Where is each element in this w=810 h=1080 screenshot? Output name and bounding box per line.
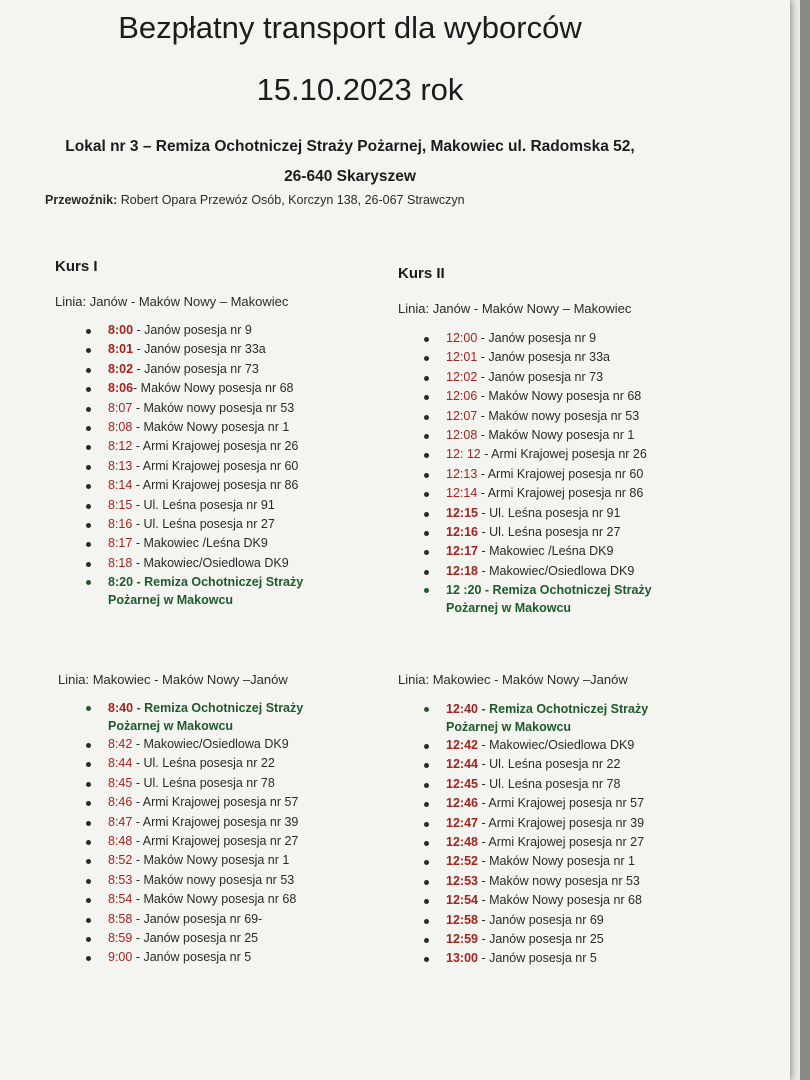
- bullet-icon: [424, 570, 429, 575]
- stop-time: 8:48: [108, 833, 133, 848]
- stop-item: [86, 774, 303, 793]
- bullet-icon: [86, 465, 91, 470]
- bullet-icon: [424, 860, 429, 865]
- stop-item-first-cont: [424, 718, 648, 736]
- stop-time: 12:58: [446, 912, 478, 927]
- stop-desc: - Janów posesja nr 25: [132, 930, 259, 945]
- bullet-icon: [86, 879, 91, 884]
- stop-time: 12:18: [446, 563, 478, 578]
- bullet-icon: [86, 387, 91, 392]
- stop-desc: - Maków Nowy posesja nr 68: [477, 389, 642, 404]
- stop-item-final-cont: [424, 599, 652, 617]
- stop-time: 8:52: [108, 853, 133, 868]
- stop-item: [86, 890, 303, 909]
- bullet-icon: [86, 484, 91, 489]
- stop-item: [424, 872, 648, 891]
- stop-time: 8:18: [108, 555, 133, 570]
- stop-desc: - Ul. Leśna posesja nr 91: [132, 497, 275, 512]
- stop-time: 9:00: [108, 950, 133, 965]
- stop-item: [424, 852, 648, 871]
- stop-item: [424, 368, 652, 387]
- bullet-icon: [424, 802, 429, 807]
- stop-item: [424, 736, 648, 755]
- carrier-label: Przewoźnik:: [45, 193, 118, 207]
- stop-desc: Pożarnej w Makowcu: [446, 601, 572, 616]
- stop-item: [86, 948, 303, 967]
- stop-item: [86, 813, 303, 832]
- stop-time: 8:46: [108, 795, 133, 810]
- stop-time: 8:47: [108, 814, 133, 829]
- kurs2-there-list: [424, 329, 652, 617]
- stop-desc: - Janów posesja nr 69-: [132, 911, 263, 926]
- stop-time: 12:42: [446, 738, 478, 752]
- stop-time: 8:14: [108, 478, 133, 493]
- bullet-icon: [86, 918, 91, 923]
- bullet-icon: [424, 395, 429, 400]
- kurs2-there-route: Linia: Janów - Maków Nowy – Makowiec: [398, 301, 632, 316]
- stop-desc: - Janów posesja nr 73: [133, 361, 259, 376]
- stop-desc: - Janów posesja nr 25: [477, 931, 604, 946]
- stop-desc: - Makowiec/Osiedlowa DK9: [132, 737, 289, 751]
- stop-time: 12 :20: [446, 583, 482, 598]
- stop-item: [86, 534, 303, 553]
- stop-time: 8:44: [108, 756, 133, 771]
- stop-item: [86, 793, 303, 812]
- stop-desc: - Remiza Ochotniczej Straży: [133, 575, 304, 590]
- stop-item: [424, 542, 652, 561]
- stop-item: [424, 407, 652, 426]
- stop-time: 8:06: [108, 381, 134, 396]
- stop-time: 8:00: [108, 323, 134, 337]
- stop-desc: - Janów posesja nr 33a: [133, 342, 266, 357]
- stop-time: 12:52: [446, 854, 478, 869]
- stop-desc: - Ul. Leśna posesja nr 27: [132, 516, 275, 531]
- bullet-icon: [424, 938, 429, 943]
- stop-time: 12:59: [446, 931, 478, 946]
- stop-time: 8:20: [108, 575, 134, 590]
- kurs1-there-route: Linia: Janów - Maków Nowy – Makowiec: [55, 294, 289, 309]
- stop-item-final: [86, 573, 303, 591]
- stop-time: 12:17: [446, 544, 478, 559]
- stop-desc: - Janów posesja nr 5: [477, 951, 597, 966]
- bullet-icon: [86, 580, 91, 585]
- bullet-icon: [86, 898, 91, 903]
- kurs1-back-route: Linia: Makowiec - Maków Nowy –Janów: [58, 672, 288, 687]
- stop-desc: - Maków Nowy posesja nr 1: [132, 853, 290, 868]
- bullet-icon: [424, 822, 429, 827]
- stop-desc: - Maków Nowy posesja nr 1: [132, 419, 290, 434]
- stop-time: 12:40: [446, 702, 478, 716]
- stop-item: [86, 379, 303, 398]
- stop-time: 12:06: [446, 389, 478, 404]
- stop-item: [86, 360, 303, 379]
- stop-time: 8:16: [108, 516, 133, 531]
- bullet-icon: [86, 542, 91, 547]
- stop-desc: - Remiza Ochotniczej Straży: [481, 583, 652, 598]
- stop-time: 8:45: [108, 775, 133, 790]
- bullet-icon: [86, 782, 91, 787]
- stop-item: [424, 426, 652, 445]
- stop-item: [424, 775, 648, 794]
- bullet-icon: [86, 523, 91, 528]
- stop-item: [86, 754, 303, 773]
- stop-time: 8:01: [108, 342, 134, 357]
- kurs1-back-list: [86, 699, 303, 968]
- stop-desc: - Janów posesja nr 9: [477, 331, 597, 345]
- stop-desc: - Ul. Leśna posesja nr 27: [477, 524, 621, 539]
- carrier-text: Robert Opara Przewóz Osób, Korczyn 138, 26-067 Strawczyn: [117, 193, 465, 207]
- stop-item: [86, 496, 303, 515]
- stop-time: 8:12: [108, 439, 133, 454]
- bullet-icon: [424, 531, 429, 536]
- stop-desc: - Remiza Ochotniczej Straży: [477, 702, 649, 716]
- stop-time: 8:54: [108, 892, 133, 907]
- stop-time: 12:01: [446, 350, 478, 365]
- stop-time: 12:47: [446, 815, 478, 830]
- stop-desc: - Ul. Leśna posesja nr 78: [477, 776, 621, 791]
- stop-desc: - Janów posesja nr 69: [477, 912, 604, 927]
- stop-item: [86, 871, 303, 890]
- stop-time: 8:07: [108, 400, 133, 415]
- stop-time: 12:45: [446, 776, 478, 791]
- stop-desc: - Armi Krajowej posesja nr 86: [132, 478, 299, 493]
- stop-time: 12:07: [446, 408, 478, 423]
- stop-item: [86, 832, 303, 851]
- stop-desc: - Ul. Leśna posesja nr 22: [477, 757, 621, 772]
- stop-time: 12:02: [446, 369, 478, 384]
- notice-title: Bezpłatny transport dla wyborców: [118, 10, 582, 45]
- bullet-icon: [424, 899, 429, 904]
- bullet-icon: [86, 706, 91, 711]
- stop-time: 8:40: [108, 701, 134, 715]
- stop-item-final-cont: [86, 591, 303, 609]
- stop-desc: - Maków nowy posesja nr 53: [477, 873, 640, 888]
- stop-time: 12:08: [446, 427, 478, 442]
- bullet-icon: [86, 329, 91, 334]
- stop-desc: - Armi Krajowej posesja nr 60: [477, 466, 644, 481]
- stop-time: 12:15: [446, 505, 478, 520]
- stop-time: 12:13: [446, 466, 478, 481]
- stop-time: 8:13: [108, 458, 133, 473]
- stop-desc: - Janów posesja nr 9: [133, 323, 252, 337]
- stop-desc: - Ul. Leśna posesja nr 78: [132, 775, 275, 790]
- kurs1-there-list: [86, 321, 303, 609]
- stop-item-first: [424, 700, 648, 718]
- stop-item: [424, 348, 652, 367]
- stop-desc: - Remiza Ochotniczej Straży: [133, 701, 304, 715]
- stop-desc: - Makowiec/Osiedlowa DK9: [477, 738, 635, 752]
- stop-time: 8:58: [108, 911, 133, 926]
- bullet-icon: [424, 376, 429, 381]
- kurs2-heading: Kurs II: [398, 265, 445, 282]
- stop-item: [424, 794, 648, 813]
- stop-time: 12:44: [446, 757, 478, 772]
- stop-time: 8:15: [108, 497, 133, 512]
- stop-desc: - Maków Nowy posesja nr 68: [132, 892, 297, 907]
- stop-item: [424, 484, 652, 503]
- stop-time: 12:00: [446, 331, 478, 345]
- stop-time: 13:00: [446, 951, 478, 966]
- stop-desc: - Maków Nowy posesja nr 1: [477, 854, 635, 869]
- bullet-icon: [86, 368, 91, 373]
- carrier-info: [45, 193, 465, 207]
- stop-time: 8:02: [108, 361, 134, 376]
- bullet-icon: [424, 783, 429, 788]
- stop-desc: - Armi Krajowej posesja nr 26: [132, 439, 299, 454]
- stop-desc: Pożarnej w Makowcu: [446, 720, 572, 734]
- stop-desc: - Makowiec /Leśna DK9: [477, 544, 614, 559]
- stop-desc: - Ul. Leśna posesja nr 22: [132, 756, 275, 771]
- stop-desc: - Maków nowy posesja nr 53: [132, 872, 295, 887]
- stop-item: [424, 755, 648, 774]
- stop-desc: - Janów posesja nr 33a: [477, 350, 610, 365]
- stop-desc: - Janów posesja nr 73: [477, 369, 604, 384]
- polling-station-line-1: Lokal nr 3 – Remiza Ochotniczej Straży Pożarnej, Makowiec ul. Radomska 52,: [65, 138, 635, 155]
- stop-desc: - Armi Krajowej posesja nr 57: [132, 795, 299, 810]
- stop-item: [424, 562, 652, 581]
- bullet-icon: [86, 562, 91, 567]
- stop-time: 8:59: [108, 930, 133, 945]
- stop-item: [424, 911, 648, 930]
- stop-desc: - Makowiec/Osiedlowa DK9: [477, 563, 635, 578]
- bullet-icon: [424, 337, 429, 342]
- bullet-icon: [86, 821, 91, 826]
- stop-time: 8:53: [108, 872, 133, 887]
- stop-time: 12: 12: [446, 447, 481, 462]
- bullet-icon: [86, 859, 91, 864]
- stop-item: [86, 476, 303, 495]
- stop-desc: - Maków Nowy posesja nr 1: [477, 427, 635, 442]
- bullet-icon: [424, 744, 429, 749]
- stop-desc: - Ul. Leśna posesja nr 91: [477, 505, 621, 520]
- bullet-icon: [86, 840, 91, 845]
- stop-desc: - Armi Krajowej posesja nr 57: [477, 796, 645, 811]
- stop-item-final: [424, 581, 652, 599]
- stop-desc: - Maków Nowy posesja nr 68: [133, 381, 294, 396]
- stop-desc: Pożarnej w Makowcu: [108, 719, 234, 733]
- stop-item: [424, 504, 652, 523]
- stop-time: 8:17: [108, 536, 133, 551]
- bullet-icon: [86, 407, 91, 412]
- notice-date: 15.10.2023 rok: [256, 72, 464, 107]
- stop-desc: - Armi Krajowej posesja nr 27: [132, 833, 299, 848]
- bullet-icon: [424, 841, 429, 846]
- kurs1-heading: Kurs I: [55, 258, 98, 275]
- stop-item: [86, 929, 303, 948]
- stop-desc: - Makowiec /Leśna DK9: [132, 536, 268, 551]
- bullet-icon: [424, 356, 429, 361]
- bullet-icon: [424, 512, 429, 517]
- bullet-icon: [424, 453, 429, 458]
- stop-item: [86, 735, 303, 754]
- stop-item-first-cont: [86, 717, 303, 735]
- stop-desc: - Armi Krajowej posesja nr 27: [477, 834, 645, 849]
- stop-time: 12:53: [446, 873, 478, 888]
- bullet-icon: [424, 763, 429, 768]
- stop-desc: - Janów posesja nr 5: [132, 950, 252, 965]
- stop-item: [424, 949, 648, 968]
- bullet-icon: [424, 880, 429, 885]
- bullet-icon: [424, 707, 429, 712]
- stop-desc: - Maków nowy posesja nr 53: [477, 408, 640, 423]
- stop-time: 8:42: [108, 737, 133, 751]
- bullet-icon: [86, 348, 91, 353]
- bullet-icon: [424, 434, 429, 439]
- stop-time: 8:08: [108, 419, 133, 434]
- stop-item: [86, 437, 303, 456]
- bullet-icon: [424, 957, 429, 962]
- kurs2-back-list: [424, 700, 648, 969]
- stop-desc: - Maków Nowy posesja nr 68: [477, 893, 642, 908]
- stop-time: 12:46: [446, 796, 478, 811]
- stop-item: [86, 399, 303, 418]
- stop-desc: - Armi Krajowej posesja nr 26: [480, 447, 647, 462]
- stop-desc: - Armi Krajowej posesja nr 39: [132, 814, 299, 829]
- stop-desc: - Makowiec/Osiedlowa DK9: [132, 555, 289, 570]
- bullet-icon: [424, 919, 429, 924]
- stop-item: [424, 930, 648, 949]
- bullet-icon: [86, 743, 91, 748]
- stop-item: [424, 891, 648, 910]
- bullet-icon: [86, 504, 91, 509]
- stop-item: [424, 833, 648, 852]
- stop-time: 12:16: [446, 524, 478, 539]
- stop-desc: Pożarnej w Makowcu: [108, 593, 234, 608]
- stop-time: 12:54: [446, 893, 478, 908]
- stop-desc: - Maków nowy posesja nr 53: [132, 400, 295, 415]
- bullet-icon: [86, 956, 91, 961]
- stop-item: [86, 851, 303, 870]
- stop-item: [86, 457, 303, 476]
- bullet-icon: [86, 801, 91, 806]
- stop-time: 12:14: [446, 486, 478, 501]
- polling-station-line-2: 26-640 Skaryszew: [284, 168, 416, 185]
- stop-item: [86, 515, 303, 534]
- kurs2-back-route: Linia: Makowiec - Maków Nowy –Janów: [398, 672, 628, 687]
- stop-desc: - Armi Krajowej posesja nr 39: [477, 815, 645, 830]
- stop-item: [86, 554, 303, 573]
- stop-item: [424, 814, 648, 833]
- stop-item: [424, 523, 652, 542]
- bullet-icon: [86, 762, 91, 767]
- stop-item: [86, 321, 303, 340]
- stop-item-first: [86, 699, 303, 717]
- bullet-icon: [424, 492, 429, 497]
- stop-item: [424, 445, 652, 464]
- bullet-icon: [424, 473, 429, 478]
- bullet-icon: [86, 937, 91, 942]
- stop-item: [86, 418, 303, 437]
- bullet-icon: [86, 445, 91, 450]
- bullet-icon: [424, 588, 429, 593]
- bullet-icon: [86, 426, 91, 431]
- stop-time: 12:48: [446, 834, 478, 849]
- bullet-icon: [424, 550, 429, 555]
- stop-item: [86, 910, 303, 929]
- stop-desc: - Armi Krajowej posesja nr 60: [132, 458, 299, 473]
- stop-item: [424, 329, 652, 348]
- bullet-icon: [424, 415, 429, 420]
- stop-item: [86, 340, 303, 359]
- stop-item: [424, 465, 652, 484]
- stop-desc: - Armi Krajowej posesja nr 86: [477, 486, 644, 501]
- stop-item: [424, 387, 652, 406]
